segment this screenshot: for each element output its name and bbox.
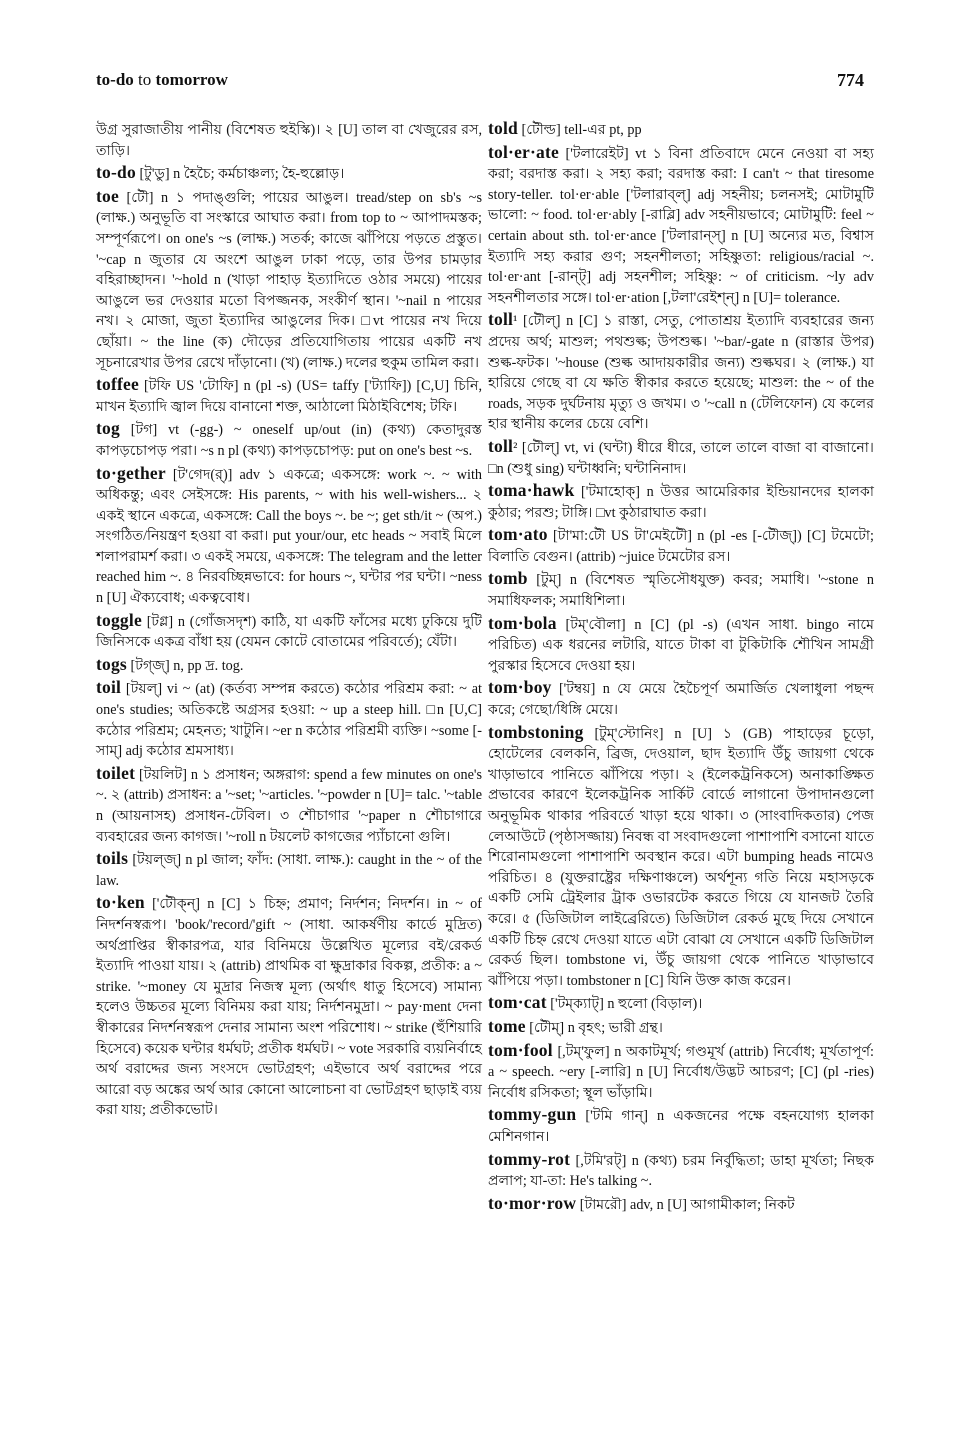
dictionary-entry: [488, 992, 874, 1015]
entry-headword: toilet: [96, 762, 136, 783]
entry-definition: [টগ্ল] n (গোঁজসদৃশ) কাঠি, যা একটি ফাঁসের মধ্যে ঢুকিয়ে দুটি জিনিসকে একত্র বাঁধা হয় (যেমন কোটে বোতামের পরিবর্তে); যেঁটা।: [96, 613, 482, 651]
guide-word-first: to-do: [96, 70, 134, 89]
entry-headword: toils: [96, 848, 129, 869]
entry-definition: ['টমাহোক্] n উত্তর আমেরিকার ইন্ডিয়ানদের হালকা কুঠার; পরশু; টাঙ্গি। □vt কুঠারাঘাত করা।: [488, 484, 874, 521]
dictionary-entry: [488, 436, 874, 479]
entry-definition: [টৌম্] n বৃহৎ; ভারী গ্রন্থ।: [525, 1019, 663, 1036]
entry-headword: to·ken: [96, 892, 145, 913]
entry-definition: [টু'ডু] n হৈচৈ; কর্মচাঞ্চল্য; হৈ-হুল্লোড়।: [135, 166, 345, 183]
dictionary-entry: [96, 848, 482, 891]
entry-headword: tom·bola: [488, 612, 557, 633]
entry-headword: tom·fool: [488, 1039, 553, 1060]
entry-headword: tombstoning: [488, 721, 584, 742]
entry-definition: [টয়লিট] n ১ প্রসাধন; অঙ্গরাগ: spend a few minutes on one's ~. ২ (attrib) প্রসাধন: a '~set; '~articles. '~powder n [U]= talc. '~table n (আয়নাসহ) প্রসাধন-টেবিল। ৩ শৌচাগার '~paper n শৌচাগারে ব্যবহারের জন্য কাগজ। '~roll n টয়লেট কাগজের প্যাঁচানো গুলি।: [96, 766, 482, 845]
entry-definition: [টা'মা:টৌ US টা'মেইটৌ] n (pl -es [-টৌজ্]) [C] টমেটো; বিলাতি বেগুন। (attrib) ~juice টমেটোর রস।: [488, 528, 874, 565]
entry-headword: tommy-rot: [488, 1148, 571, 1169]
entry-headword: to·gether: [96, 462, 166, 483]
dictionary-entry: [488, 142, 874, 309]
entry-headword: toggle: [96, 609, 142, 630]
entry-headword: toil: [96, 677, 122, 698]
entry-definition: ² [টৌল্] vt, vi (ঘন্টা) ধীরে ধীরে, তালে তালে বাজা বা বাজানো। □n (শুধু sing) ঘন্টাধ্বনি; ঘন্টানিনাদ।: [488, 439, 874, 477]
entry-headword: to-do: [96, 162, 136, 183]
dictionary-entry: [96, 610, 482, 653]
dictionary-entry: [96, 162, 482, 185]
dictionary-entry: [96, 763, 482, 847]
entry-definition: [টৌল্ড] tell-এর pt, pp: [517, 122, 642, 138]
dictionary-entry: [488, 309, 874, 435]
right-column: [488, 118, 874, 1216]
entry-definition: [টয়ল্] vi ~ (at) (কর্তব্য সম্পন্ন করতে) কঠোর পরিশ্রম করা: ~ at one's studies; অতিকষ্টে অগ্রসর হওয়া: ~ up a steep hill. □n [U,C] কঠোর পরিশ্রম; মেহনত; খাটুনি। ~er n কঠোর পরিশ্রমী ব্যক্তি। ~some [-সাম্] adj কঠোর শ্রমসাধ্য।: [96, 681, 482, 760]
entry-definition: ['টম্বয়] n যে মেয়ে হৈচৈপূর্ণ অমার্জিত খেলাধুলা পছন্দ করে; গেছো/ধিঙ্গি মেয়ে।: [488, 681, 874, 719]
entry-headword: to·mor·row: [488, 1192, 577, 1213]
dictionary-entry: [488, 1193, 874, 1216]
dictionary-entry: [488, 118, 874, 141]
entry-headword: toma·hawk: [488, 480, 575, 501]
entry-definition: [টৌ] n ১ পদাঙ্গুলি; পায়ের আঙুল। tread/step on sb's ~s (লাক্ষ.) অনুভূতি বা সংস্কারে আঘাত করা। from top to ~ আপাদমস্তক; সম্পূর্ণরূপে। on one's ~s (লাক্ষ.) সতর্ক; কাজে ঝাঁপিয়ে পড়তে প্রস্তুত। '~cap n জুতার যে অংশে আঙুল ঢাকা পড়ে, তার উপর চামড়ার বহিরাচ্ছাদন। '~hold n (খাড়া পাহাড় ইত্যাদিতে ওঠার সময়ে) পায়ের আঙুলে ভর দেওয়ার মতো বিপজ্জনক, সংকীর্ণ স্থান। '~nail n পায়ের নখ। ২ মোজা, জুতা ইত্যাদির আঙুলের দিক। □vt পায়ের নখ দিয়ে ছোঁয়া। ~ the line (ক) দৌড়ের প্রতিযোগিতায় পায়ের একটি নখ সূচনারেখার উপর রেখে দাঁড়ানো। (খ) (লাক্ষ.) দলের হুকুম তামিল করা।: [96, 189, 482, 371]
entry-headword: tog: [96, 418, 120, 439]
dictionary-entry: [96, 463, 482, 609]
entry-definition: [টগ] vt (-gg-) ~ oneself up/out (in) (কথ্য) কেতাদুরস্ত কাপড়চোপড় পরা। ~s n pl (কথ্য) কাপড়চোপড়: put on one's best ~s.: [96, 422, 482, 459]
entry-definition: ¹ [টৌল্] n [C] ১ রাস্তা, সেতু, পোতাশ্রয় ইত্যাদি ব্যবহারের জন্য প্রদেয় অর্থ; মাশুল; পথশুল্ক; উপশুল্ক। '~bar/-gate n (রাস্তার উপর) শুল্ক-ফটক। '~house (শুল্ক আদায়কারীর জন্য) শুল্কঘর। ২ (লাক্ষ.) যা হারিয়ে গেছে বা যে ক্ষতি স্বীকার করতে হয়েছে; মাশুল: the ~ of the roads, সড়ক দুর্ঘটনায় মৃত্যু ও জখম। ৩ '~call n (টেলিফোন) যে কলের হার স্থানীয় কলের চেয়ে বেশি।: [488, 313, 874, 433]
entry-definition: [,টমি'রট্] n (কথ্য) চরম নির্বুদ্ধিতা; ডাহা মূর্খতা; নিছক প্রলাপ; যা-তা: He's talking ~.: [488, 1152, 874, 1190]
dictionary-entry: [488, 613, 874, 677]
entry-headword: toll: [488, 309, 514, 330]
entry-definition: [টামরৌ] adv, n [U] আগামীকাল; নিকট: [576, 1196, 795, 1213]
dictionary-entry: [488, 524, 874, 567]
dictionary-entry: [488, 677, 874, 720]
entry-headword: tommy-gun: [488, 1104, 577, 1125]
dictionary-entry: [96, 892, 482, 1121]
dictionary-entry: [488, 1104, 874, 1147]
dictionary-entry: [488, 722, 874, 992]
dictionary-entry: [488, 568, 874, 611]
dictionary-entry: [488, 480, 874, 523]
entry-definition: ['টমি গান্] n একজনের পক্ষে বহনযোগ্য হালকা মেশিনগান।: [488, 1108, 874, 1145]
dictionary-entry: [488, 1149, 874, 1192]
entry-headword: tome: [488, 1015, 526, 1036]
entry-headword: tom·cat: [488, 992, 547, 1013]
entry-definition: [ট'গেদ(র্)] adv ১ একত্রে; একসঙ্গে: work ~. ~ with অধিকন্তু; এবং সেইসঙ্গে: His parents, ~ with his well-wishers... ২ একই স্থানে একত্রে, একসঙ্গে: Call the boys ~. be ~; get sth/it ~ (অপ.) সংগঠিত/নিয়ন্ত্রণ হওয়া বা করা। put your/our, etc heads ~ সবাই মিলে শলাপরামর্শ করা। ৩ একই সময়ে, একসঙ্গে: The telegram and the letter reached him ~. ৪ নিরবচ্ছিন্নভাবে: for hours ~, ঘন্টার পর ঘন্টা। ~ness n [U] ঐক্যবোধ; একত্ববোধ।: [96, 466, 482, 607]
entry-definition: ['টৌক্ন্] n [C] ১ চিহ্ন; প্রমাণ; নির্দশন; নিদর্শন। in ~ of নিদর্শনস্বরূপ। 'book/'record/'gift ~ (সাধা. আকর্ষণীয় কার্ডে মুদ্রিত) অর্থপ্রাপ্তির স্বীকারপত্র, যার বিনিময়ে উল্লেখিত মূল্যের বই/রেকর্ড ইত্যাদি পাওয়া যায়। ২ (attrib) প্রাথমিক বা ক্ষুদ্রাকার বিকল্প, প্রতীক: a ~ strike. '~money যে মুদ্রার নিজস্ব মূল্য (অর্থাৎ ধাতু হিসেবে) সামান্য হলেও উচ্চতর মূল্যে বিনিময় করা যায়; নির্দশনমুদ্রা। ~ pay·ment দেনা স্বীকারের নিদর্শনস্বরূপ দেনার সামান্য অংশ পরিশোধ। ~ strike (হুঁশিয়ারি হিসেবে) কয়েক ঘন্টার ধর্মঘট; প্রতীক ধর্মঘট। ~ vote সরকারি ব্যয়নির্বাহে অর্থ বরাদ্দের জন্য সংসদে ভোটগ্রহণ; এইভাবে অর্থ বরাদ্দের পরে আরো বড় অঙ্কের অর্থ আর কোনো আলোচনা বা ভোটগ্রহণ ছাড়াই ব্যয় করা যায়; প্রতীকভোট।: [96, 896, 482, 1119]
guide-word-last: tomorrow: [155, 70, 228, 89]
dictionary-entry: [96, 677, 482, 761]
dictionary-entry: [96, 654, 482, 677]
entry-definition: [টগ্জ্] n, pp দ্র. tog.: [126, 657, 244, 674]
entry-headword: tol·er·ate: [488, 141, 559, 162]
dictionary-entry: [96, 186, 482, 373]
entry-headword: toll: [488, 435, 514, 456]
entry-headword: tomb: [488, 568, 528, 589]
page-header: [96, 70, 864, 98]
entry-definition: ['টম্ক্যাট্] n হুলো (বিড়াল)।: [546, 996, 703, 1013]
entry-headword: toe: [96, 185, 119, 206]
left-column: [96, 118, 482, 1122]
entry-headword: togs: [96, 653, 127, 674]
entry-headword: tom·boy: [488, 677, 552, 698]
dictionary-entry: [96, 374, 482, 417]
guide-word-separator: to: [133, 70, 156, 89]
entry-headword: tom·ato: [488, 524, 548, 545]
entry-headword: told: [488, 118, 518, 138]
entry-definition: [টুম্'স্টোনিং] n [U] ১ (GB) পাহাড়ের চূড়ো, হোটেলের বেলকনি, ব্রিজ, দেওয়াল, ছাদ ইত্যাদি উঁচু জায়গা থেকে খাড়াভাবে পানিতে ঝাঁপিয়ে পড়া। ২ (ইলেকট্রনিকসে) অনাকাঙ্ক্ষিত প্রভাবের কারণে ইলেকট্রনিক সার্কিট বোর্ডে লাগানো উপাদানগুলো অনুভূমিক থাকার পরিবর্তে খাড়া হয়ে থাকা। ৩ (সাংবাদিকতার) পেজ লেআউটে (পৃষ্ঠাসজ্জায়) নিবন্ধ বা সংবাদগুলো পাশাপাশি বসানো যাতে শিরোনামগুলো পাশাপাশি অবস্থান করে। এটা bumping heads নামেও পরিচিত। ৪ (যুক্তরাষ্ট্রের দক্ষিণাঞ্চলে) অর্থশূন্য গতি নিয়ে মহাসড়কে একটি সেমি ট্রেইলার ট্রাক ওভারটেক করতে গিয়ে যে যানজট তৈরি করে। ৫ (ডিজিটাল লাইব্রেরিতে) ডিজিটাল রেকর্ড মুছে দিয়ে সেখানে একটি চিহ্ন রেখে দেওয়া যাতে এটা বোঝা যে সেখানে একটি ডিজিটাল রেকর্ড ছিল। tombstone vi, উঁচু জায়গা থেকে পানিতে খাড়াভাবে ঝাঁপিয়ে পড়া। tombstoner n [C] যিনি উক্ত কাজ করেন।: [488, 725, 874, 989]
entry-definition: [টম্'বৌলা] n [C] (pl -s) (এখন সাধা. bingo নামে পরিচিত) এক ধরনের লটারি, যাতে টাকা বা টুকিটাকি শৌখিন সামগ্রী পুরস্কার হিসেবে দেওয়া হয়।: [488, 616, 874, 674]
guide-words: [96, 70, 228, 90]
entry-definition: [টফি US 'টোফি] n (pl -s) (US= taffy ['ট্যাফি]) [C,U] চিনি, মাখন ইত্যাদি জ্বাল দিয়ে বানানো শক্ত, আঠালো মিঠাইবিশেষ; টফি।: [96, 378, 482, 415]
entry-definition: উগ্র সুরাজাতীয় পানীয় (বিশেষত হুইস্কি)। ২ [U] তাল বা খেজুরের রস, তাড়ি।: [96, 122, 482, 159]
entry-definition: [টুম্] n (বিশেষত স্মৃতিসৌধযুক্ত) কবর; সমাধি। '~stone n সমাধিফলক; সমাধিশিলা।: [488, 572, 874, 610]
entry-definition: ['টলারেইট] vt ১ বিনা প্রতিবাদে মেনে নেওয়া বা সহ্য করা; বরদাস্ত করা। ২ সহ্য করা; বরদাস্ত করা: I can't ~ that tiresome story-teller. tol·er·able ['টলারাব্ল্] adj সহনীয়; চলনসই; মোটামুটি ভালো: ~ food. tol·er·ably [-রাব্লি] adv সহনীয়ভাবে; মোটামুটি: feel ~ certain about sth. tol·er·ance ['টলারান্স্] n [U] অন্যের মত, বিশ্বাস ইত্যাদি সহ্য করার গুণ; সহনশীলতা; সহিষ্ণুতা: religious/racial ~. tol·er·ant [-রান্ট্] adj সহনশীল; সহিষ্ণু: ~ of criticism. ~ly adv সহনশীলতার সঙ্গে। tol·er·ation [,টলা'রেইশ্ন্] n [U]= tolerance.: [488, 145, 874, 306]
dictionary-entry: [488, 1040, 874, 1104]
entry-definition: [টয়ল্জ্] n pl জাল; ফাঁদ: (সাধা. লাক্ষ.): caught in the ~ of the law.: [96, 852, 482, 889]
dictionary-entry: [96, 118, 482, 161]
page-number: 774: [837, 70, 864, 90]
entry-headword: toffee: [96, 374, 139, 395]
dictionary-entry: [488, 1016, 874, 1039]
entry-definition: [,টম্'ফুল] n অকাটমূর্খ; গণ্ডমূর্খ (attrib) নির্বোধ; মূর্খতাপূর্ণ: a ~ speech. ~ery [-লারি] n [U] নির্বোধ/উদ্ভট আচরণ; [C] (pl -ries) নির্বোধ রসিকতা; স্থূল ভাঁড়ামি।: [488, 1043, 874, 1101]
dictionary-entry: [96, 418, 482, 461]
